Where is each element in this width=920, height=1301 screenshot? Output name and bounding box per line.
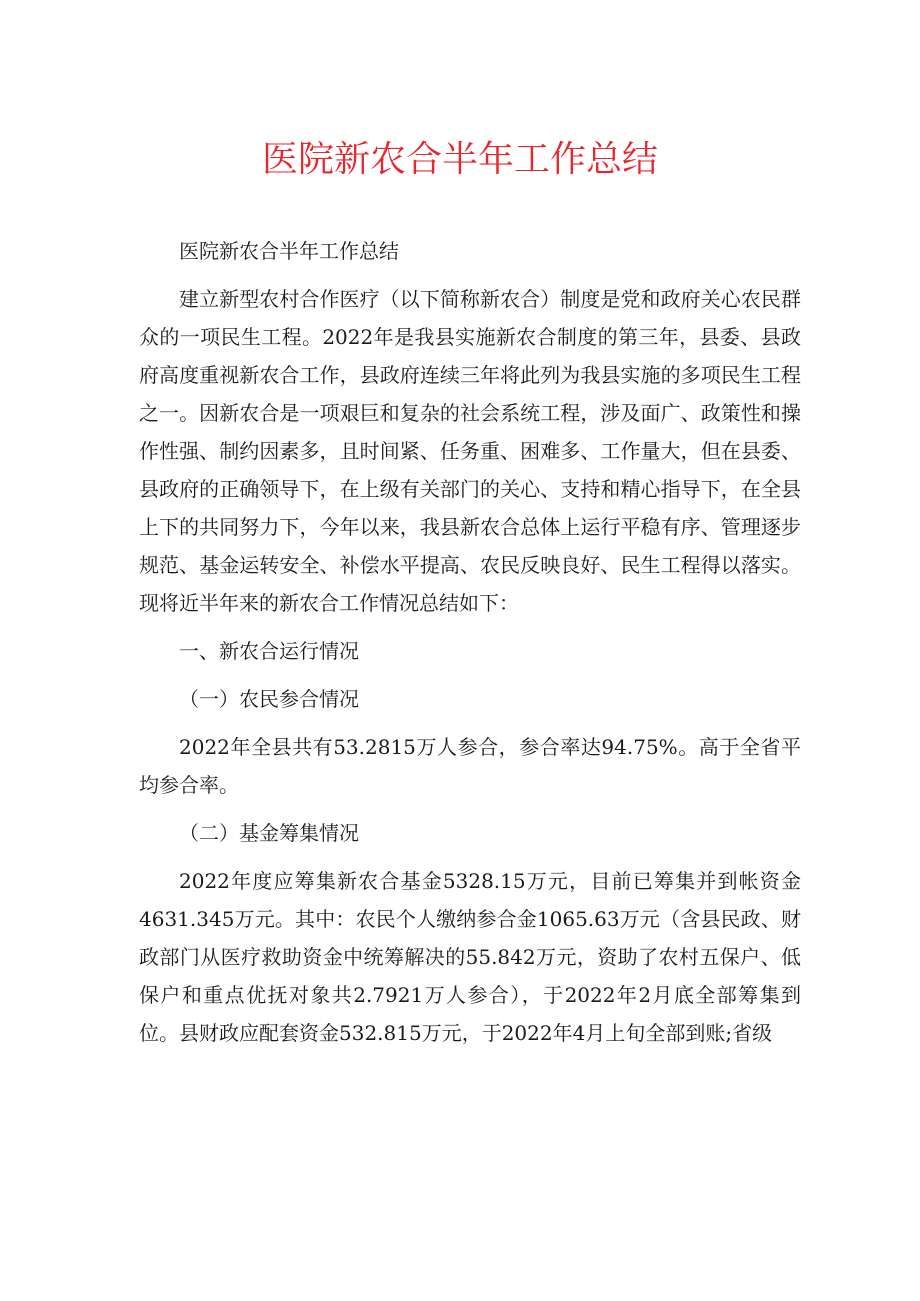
paragraph-participation: 2022年全县共有53.2815万人参合，参合率达94.75%。高于全省平均参合率。 bbox=[139, 735, 801, 797]
document-title: 医院新农合半年工作总结 bbox=[261, 139, 658, 180]
subsection-heading-participation: （一）农民参合情况 bbox=[179, 687, 359, 711]
document-body bbox=[139, 232, 801, 1062]
paragraph-fund-raising: 2022年度应筹集新农合基金5328.15万元，目前已筹集并到帐资金4631.345万元。其中：农民个人缴纳参合金1065.63万元（含县民政、财政部门从医疗救助资金中统筹解决的55.842万元，资助了农村五保户、低保户和重点优抚对象共2.7921万人参合），于2022年2月底全部筹集到位。县财政应配套资金532.815万元，于2022年4月上旬全部到账;省级 bbox=[139, 869, 801, 1045]
section-heading-operation: 一、新农合运行情况 bbox=[179, 639, 359, 663]
paragraph-introduction: 建立新型农村合作医疗（以下简称新农合）制度是党和政府关心农民群众的一项民生工程。2022年是我县实施新农合制度的第三年，县委、县政府高度重视新农合工作，县政府连续三年将此列为我县实施的多项民生工程之一。因新农合是一项艰巨和复杂的社会系统工程，涉及面广、政策性和操作性强、制约因素多，且时间紧、任务重、困难多、工作量大，但在县委、县政府的正确领导下，在上级有关部门的关心、支持和精心指导下，在全县上下的共同努力下，今年以来，我县新农合总体上运行平稳有序、管理逐步规范、基金运转安全、补偿水平提高、农民反映良好、民生工程得以落实。现将近半年来的新农合工作情况总结如下： bbox=[139, 287, 801, 615]
subsection-heading-fund-raising: （二）基金筹集情况 bbox=[179, 821, 359, 845]
paragraph-subtitle: 医院新农合半年工作总结 bbox=[179, 239, 399, 263]
